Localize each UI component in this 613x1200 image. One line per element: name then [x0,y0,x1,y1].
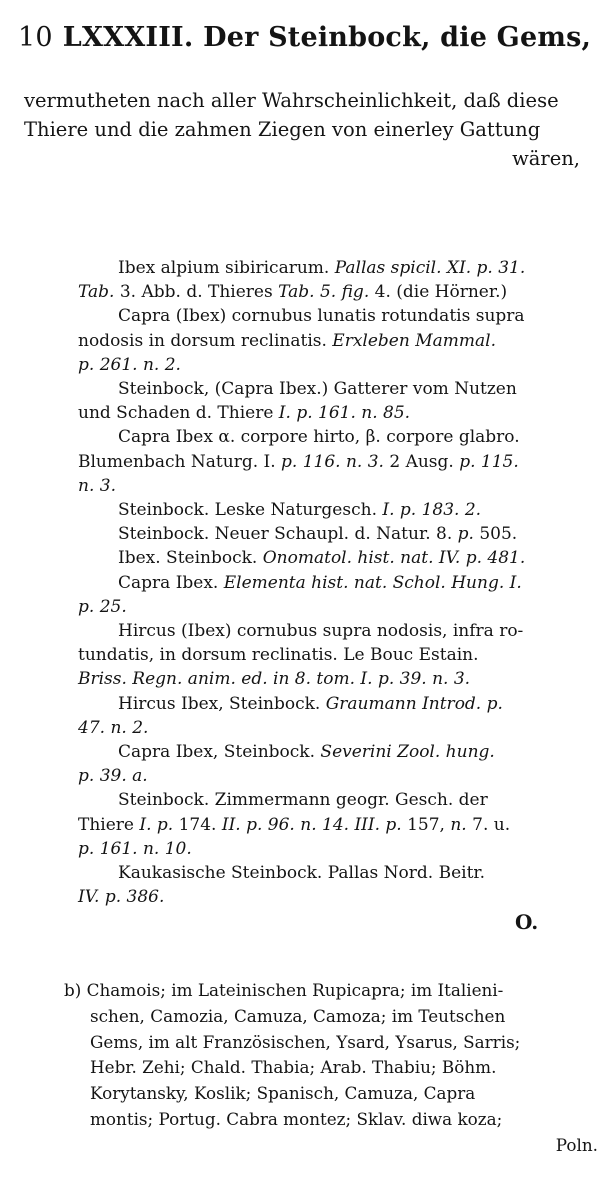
reference-entry [78,522,598,546]
reference-line [78,401,598,425]
reference-entry [78,788,598,861]
reference-text: Steinbock. Neuer Schaupl. d. Natur. 8. [118,524,458,545]
reference-line [78,546,598,570]
reference-entry [78,692,598,740]
intro-paragraph [24,86,584,173]
citation-text: Erxleben Mammal. [332,330,496,351]
reference-text: Capra Ibex, Steinbock. [118,742,321,763]
intro-line: wären, [512,147,580,170]
reference-text: Steinbock. Zimmermann geogr. Gesch. der [118,790,488,811]
reference-line [78,522,598,546]
reference-entry [78,861,598,909]
citation-text: p. 39. a. [78,766,148,787]
running-header [18,22,591,53]
reference-line [78,304,598,328]
citation-text: p. 261. n. 2. [78,354,181,375]
reference-text: Thiere [78,814,140,835]
reference-text: 174. [173,814,222,835]
reference-text: 7. u. [466,814,511,835]
reference-line [78,764,598,788]
footnote-line: b) Chamois; im Lateinischen Rupicapra; im Italieni- [64,980,504,1000]
reference-line [78,280,598,304]
footnote [64,978,604,1159]
reference-entry [78,546,598,570]
reference-text: 2 Ausg. [383,451,460,472]
footnote-line: schen, Camozia, Camuza, Camoza; im Teutschen [90,1005,506,1026]
citation-text: Tab. 5. fig. [278,282,370,303]
reference-line [78,837,598,861]
page-title: LXXXIII. Der Steinbock, die Gems, [62,22,592,53]
reference-line [78,619,598,643]
reference-text: 3. Abb. d. Thieres [114,282,279,303]
reference-line [78,571,598,595]
citation-text: Graumann Introd. p. [325,693,503,714]
reference-line [78,595,598,619]
reference-text: Hircus Ibex, Steinbock. [118,693,326,714]
reference-line [78,256,598,280]
intro-line: vermutheten nach aller Wahrscheinlichkeit, daß diese [24,89,559,112]
page-number: 10 [18,22,53,53]
reference-line [78,788,598,812]
reference-text: Kaukasische Steinbock. Pallas Nord. Beitr. [118,863,486,884]
citation-text: Tab. [78,282,115,303]
reference-line [78,450,598,474]
reference-text: Steinbock. Leske Naturgesch. [118,500,383,521]
citation-text: Briss. Regn. anim. ed. in 8. tom. I. p. 39. n. 3. [78,669,471,690]
reference-entry [78,740,598,788]
reference-line [78,643,598,667]
reference-line [78,329,598,353]
reference-line [78,740,598,764]
reference-text: 157, [401,814,451,835]
reference-text: Ibex alpium sibiricarum. [118,258,335,278]
reference-text: Capra Ibex α. corpore hirto, β. corpore glabro. [118,427,520,448]
reference-list [78,256,598,909]
citation-text: p. 115. [459,451,519,472]
reference-line [78,425,598,449]
citation-text: I. p. [139,814,174,835]
reference-line [78,813,598,837]
footnote-line: montis; Portug. Cabra montez; Sklav. diwa koza; [90,1108,503,1129]
reference-line [78,861,598,885]
footnote-line: Korytansky, Koslik; Spanisch, Camuza, Capra [90,1083,476,1104]
reference-text: Capra (Ibex) cornubus lunatis rotundatis supra [118,306,525,327]
citation-text: p. [457,524,474,545]
reference-text: nodosis in dorsum reclinatis. [78,330,333,351]
reference-text: Capra Ibex. [118,572,224,593]
reference-line [78,353,598,377]
citation-text: Severini Zool. hung. [320,742,495,763]
reference-entry [78,571,598,619]
reference-entry [78,498,598,522]
citation-text: Pallas spicil. XI. p. 31. [334,258,526,278]
catchword: O. [515,910,539,934]
citation-text: p. 161. n. 10. [78,838,192,859]
reference-line [78,885,598,909]
citation-text: I. p. 161. n. 85. [278,403,411,424]
citation-text: n. 3. [78,475,116,496]
reference-line [78,692,598,716]
intro-line: Thiere und die zahmen Ziegen von einerley Gattung [24,118,541,141]
reference-entry [78,619,598,692]
reference-entry [78,425,598,498]
footnote-line: Poln. [555,1134,598,1155]
reference-line [78,377,598,401]
citation-text: n. [450,814,467,835]
reference-text: Blumenbach Naturg. I. [78,451,282,472]
citation-text: p. 25. [78,596,127,617]
reference-text: Steinbock, (Capra Ibex.) Gatterer vom Nutzen [118,379,517,400]
citation-text: IV. p. 386. [78,887,165,908]
citation-text: p. 116. n. 3. [281,451,384,472]
footnote-line: Hebr. Zehi; Chald. Thabia; Arab. Thabiu; Böhm. [90,1057,497,1078]
reference-text: und Schaden d. Thiere [78,403,279,424]
reference-entry [78,256,598,304]
citation-text: 47. n. 2. [78,717,149,738]
citation-text: Elementa hist. nat. Schol. Hung. I. [223,572,522,593]
reference-text: Hircus (Ibex) cornubus supra nodosis, infra ro- [118,621,524,642]
citation-text: I. p. 183. 2. [382,500,482,521]
reference-entry [78,377,598,425]
reference-text: tundatis, in dorsum reclinatis. Le Bouc Estain. [78,645,479,666]
reference-line [78,716,598,740]
footnote-line: Gems, im alt Französischen, Ysard, Ysarus, Sarris; [90,1031,521,1052]
reference-line [78,667,598,691]
citation-text: II. p. 96. n. 14. III. p. [221,814,402,835]
reference-text: 4. (die Hörner.) [369,282,508,303]
reference-line [78,498,598,522]
reference-text: Ibex. Steinbock. [118,548,263,569]
citation-text: Onomatol. hist. nat. IV. p. 481. [262,548,526,569]
reference-line [78,474,598,498]
reference-entry [78,304,598,377]
reference-text: 505. [473,524,518,545]
